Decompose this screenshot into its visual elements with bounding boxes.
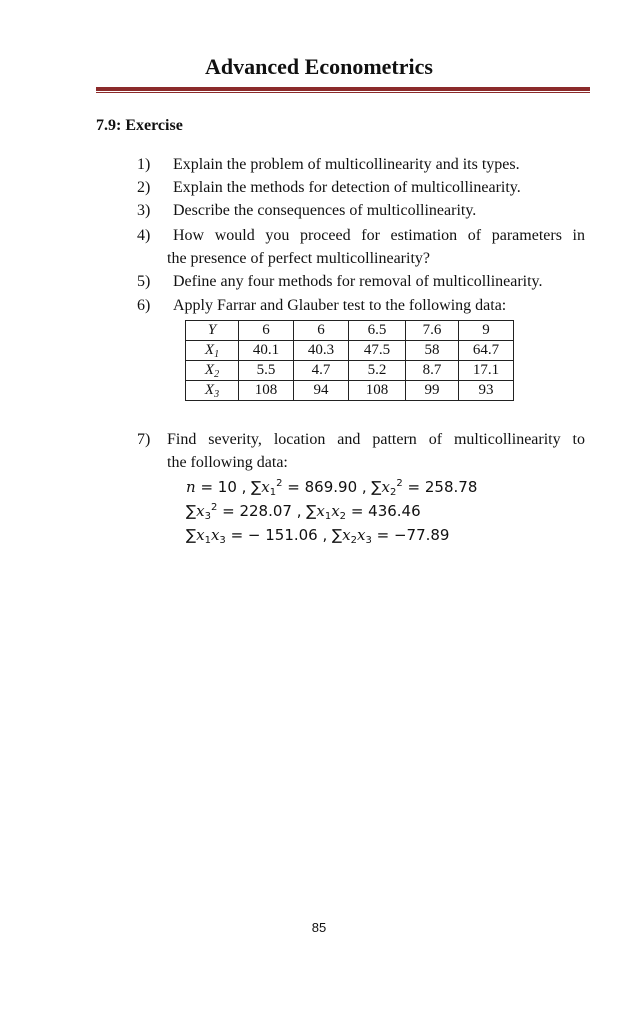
table-cell: 47.5 [349, 341, 406, 361]
question-number: 6) [137, 297, 151, 314]
table-row [186, 381, 514, 401]
table-cell: 58 [406, 341, 459, 361]
question-1 [137, 153, 585, 176]
question-text-continued: the presence of perfect multicollinearity? [167, 250, 430, 267]
page-header-title: Advanced Econometrics [205, 54, 433, 79]
question-2 [137, 176, 585, 199]
question-text: Find severity, location and pattern of multicollinearity to [167, 431, 585, 448]
table-cell: 5.5 [239, 361, 294, 381]
row-label [186, 381, 239, 401]
math-line-1: n = 10 , $\sum x_1^2 = 869.90$ , $\sum x_2^2 = 258.78$ [186, 478, 478, 498]
table-cell: 6.5 [349, 321, 406, 341]
table-cell: 7.6 [406, 321, 459, 341]
table-cell: 99 [406, 381, 459, 401]
row-label-var: X [204, 362, 215, 378]
row-label-subscript: 1 [214, 349, 220, 360]
row-label [186, 341, 239, 361]
question-text-continued: the following data: [167, 454, 288, 471]
math-line-3: $\sum x_1x_3$ = − 151.06 , $\sum x_2x_3 = -77.89$ [186, 526, 450, 546]
data-table [185, 320, 514, 401]
question-number: 4) [137, 227, 151, 244]
question-3 [137, 199, 585, 222]
question-number: 7) [137, 431, 151, 448]
table-cell: 8.7 [406, 361, 459, 381]
question-number: 2) [137, 179, 151, 196]
table-cell: 9 [459, 321, 514, 341]
row-label-subscript: 3 [214, 389, 220, 400]
section-title: 7.9: Exercise [96, 117, 183, 134]
table-cell: 108 [239, 381, 294, 401]
table-cell: 40.1 [239, 341, 294, 361]
question-text: Explain the methods for detection of multicollinearity. [173, 179, 521, 196]
question-text: Apply Farrar and Glauber test to the following data: [173, 297, 507, 314]
math-value: 436.46 [368, 502, 421, 520]
question-7 [137, 428, 585, 474]
row-label [186, 361, 239, 381]
question-text: Define any four methods for removal of multicollinearity. [173, 273, 543, 290]
table-row [186, 321, 514, 341]
question-text: Describe the consequences of multicollinearity. [173, 202, 477, 219]
question-6 [137, 294, 585, 317]
table-cell: 94 [294, 381, 349, 401]
table-cell: 4.7 [294, 361, 349, 381]
table-row [186, 341, 514, 361]
math-value: − 151.06 [247, 526, 318, 544]
question-number: 3) [137, 202, 151, 219]
row-label-var: X [204, 342, 215, 358]
page-number: 85 [311, 920, 327, 935]
question-number: 1) [137, 156, 151, 173]
math-value: 228.07 [239, 502, 292, 520]
row-label [186, 321, 239, 341]
math-value: −77.89 [393, 526, 450, 544]
table-row [186, 361, 514, 381]
table-cell: 6 [294, 321, 349, 341]
row-label-var: Y [207, 322, 217, 338]
question-text: Explain the problem of multicollinearity and its types. [173, 156, 520, 173]
row-label-subscript: 2 [214, 369, 220, 380]
question-4 [137, 224, 585, 270]
math-line-2: $\sum x_3^2 = 228.07$ , $\sum x_1x_2 = 436.46$ [186, 502, 421, 522]
table-cell: 40.3 [294, 341, 349, 361]
table-cell: 108 [349, 381, 406, 401]
question-text: How would you proceed for estimation of parameters in [173, 227, 585, 244]
table-cell: 64.7 [459, 341, 514, 361]
math-value: 10 [217, 478, 237, 496]
question-5 [137, 270, 585, 293]
row-label-var: X [204, 382, 215, 398]
table-cell: 6 [239, 321, 294, 341]
table-cell: 5.2 [349, 361, 406, 381]
table-cell: 17.1 [459, 361, 514, 381]
header-rule-thin [96, 92, 590, 93]
math-value: 258.78 [424, 478, 478, 496]
math-value: 869.90 [304, 478, 358, 496]
header-rule [96, 87, 590, 91]
question-number: 5) [137, 273, 151, 290]
table-cell: 93 [459, 381, 514, 401]
